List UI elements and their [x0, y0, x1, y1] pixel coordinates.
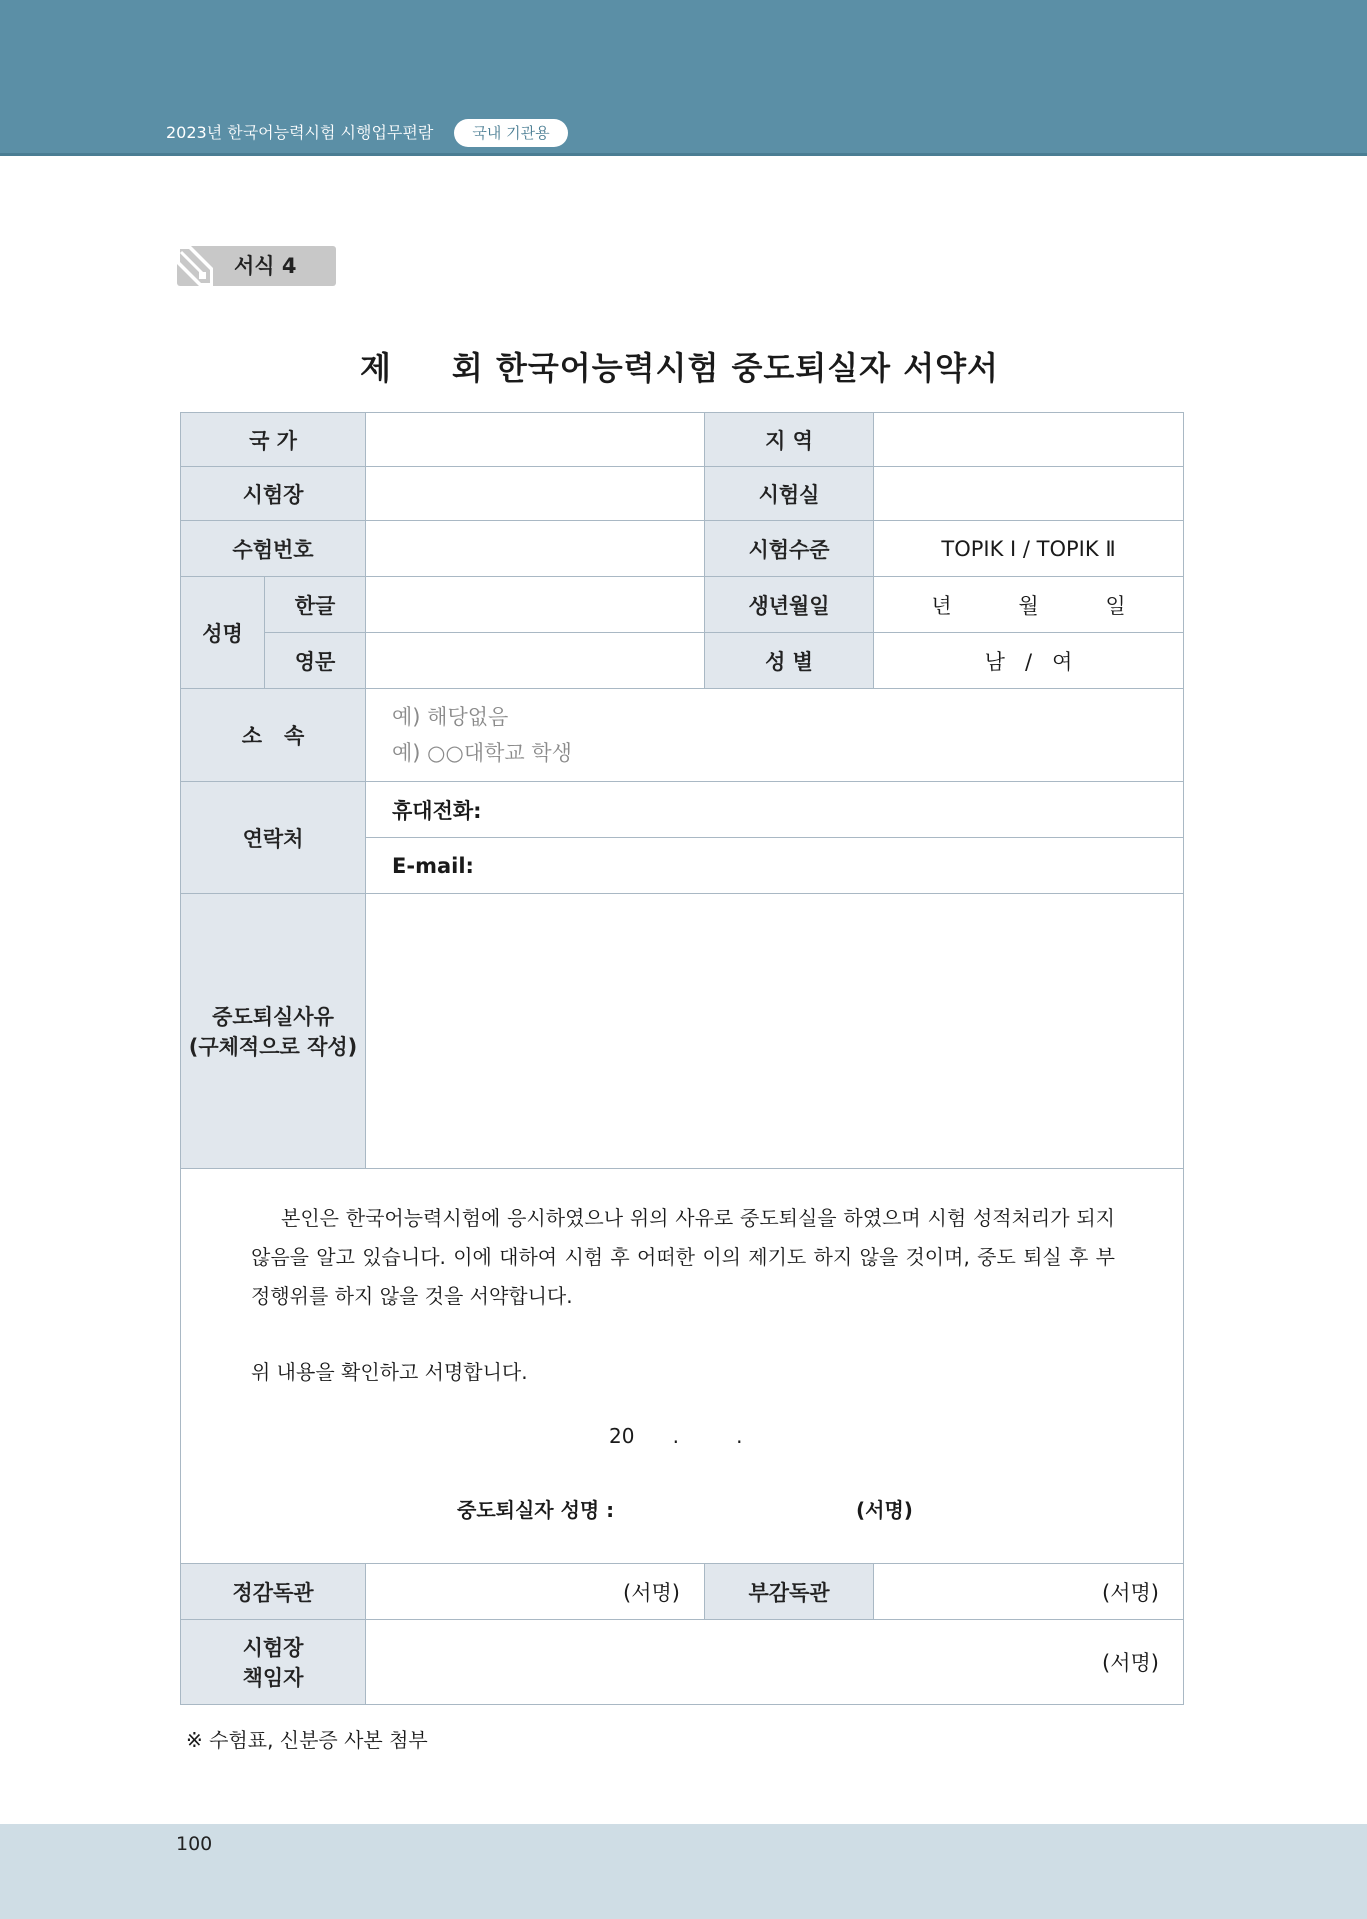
form-number-label: 서식 4 [234, 254, 297, 278]
region-field[interactable] [874, 413, 1184, 467]
test-level-label: 시험수준 [705, 521, 874, 577]
affiliation-example-2: 예) ○○대학교 학생 [392, 741, 572, 765]
site-head-label-line1: 시험장 [242, 1636, 304, 1660]
name-label: 성명 [181, 577, 265, 689]
test-site-label: 시험장 [181, 467, 366, 521]
affiliation-label: 소 속 [181, 689, 366, 782]
name-korean-label: 한글 [265, 577, 366, 633]
reason-label-line1: 중도퇴실사유 [212, 1005, 334, 1029]
pledge-paragraph: 본인은 한국어능력시험에 응시하였으나 위의 사유로 중도퇴실을 하였으며 시험 성적처리가 되지 않음을 알고 있습니다. 이에 대하여 시험 후 어떠한 이의 제기도 하지 않을 것이며, 중도 퇴실 후 부정행위를 하지 않을 것을 서약합니다. [251, 1206, 1115, 1308]
exam-number-field[interactable] [366, 521, 705, 577]
email-field[interactable] [366, 838, 1184, 894]
document-series-title: 2023년 한국어능력시험 시행업무편람 [166, 123, 434, 142]
pledge-form-table [180, 412, 1184, 1705]
site-head-label-line2: 책임자 [242, 1666, 304, 1690]
test-room-label: 시험실 [705, 467, 874, 521]
test-site-field[interactable] [366, 467, 705, 521]
title-prefix: 제 [360, 349, 392, 387]
corner-arrow-icon [177, 246, 213, 286]
birthdate-template: 년 월 일 [931, 593, 1126, 618]
title-rest: 회 한국어능력시험 중도퇴실자 서약서 [451, 349, 999, 387]
name-english-field[interactable] [366, 633, 705, 689]
region-label: 지 역 [705, 413, 874, 467]
confirm-statement: 위 내용을 확인하고 서명합니다. [251, 1360, 528, 1384]
mobile-label: 휴대전화: [392, 798, 482, 823]
country-label: 국 가 [181, 413, 366, 467]
test-room-field[interactable] [874, 467, 1184, 521]
audience-badge: 국내 기관용 [454, 119, 568, 147]
gender-options: 남 / 여 [984, 649, 1073, 674]
assistant-supervisor-signature[interactable]: (서명) [874, 1564, 1184, 1620]
reason-field[interactable] [366, 894, 1184, 1169]
exam-number-label: 수험번호 [181, 521, 366, 577]
date-line[interactable]: 20 . . [609, 1424, 743, 1448]
name-korean-field[interactable] [366, 577, 705, 633]
signer-name-label: 중도퇴실자 성명 : [457, 1498, 615, 1522]
assistant-supervisor-label: 부감독관 [705, 1564, 874, 1620]
attachment-note: ※ 수험표, 신분증 사본 첨부 [186, 1728, 428, 1752]
gender-field[interactable] [874, 633, 1184, 689]
affiliation-field[interactable] [366, 689, 1184, 782]
document-title [360, 343, 999, 389]
birthdate-field[interactable] [874, 577, 1184, 633]
page-number: 100 [176, 1833, 213, 1855]
mobile-field[interactable] [366, 782, 1184, 838]
reason-label-line2: (구체적으로 작성) [188, 1035, 358, 1059]
signer-signature-mark[interactable]: (서명) [856, 1498, 913, 1522]
birthdate-label: 생년월일 [705, 577, 874, 633]
chief-supervisor-signature[interactable]: (서명) [366, 1564, 705, 1620]
name-english-label: 영문 [265, 633, 366, 689]
gender-label: 성 별 [705, 633, 874, 689]
form-number-tag [177, 246, 336, 286]
test-level-options[interactable]: TOPIK Ⅰ / TOPIK Ⅱ [874, 521, 1184, 577]
affiliation-example-1: 예) 해당없음 [392, 705, 509, 729]
pledge-section [181, 1169, 1184, 1564]
email-label: E-mail: [392, 853, 474, 878]
country-field[interactable] [366, 413, 705, 467]
chief-supervisor-label: 정감독관 [181, 1564, 366, 1620]
reason-label [181, 894, 366, 1169]
site-head-signature[interactable]: (서명) [366, 1620, 1184, 1705]
contact-label: 연락처 [181, 782, 366, 894]
site-head-label [181, 1620, 366, 1705]
